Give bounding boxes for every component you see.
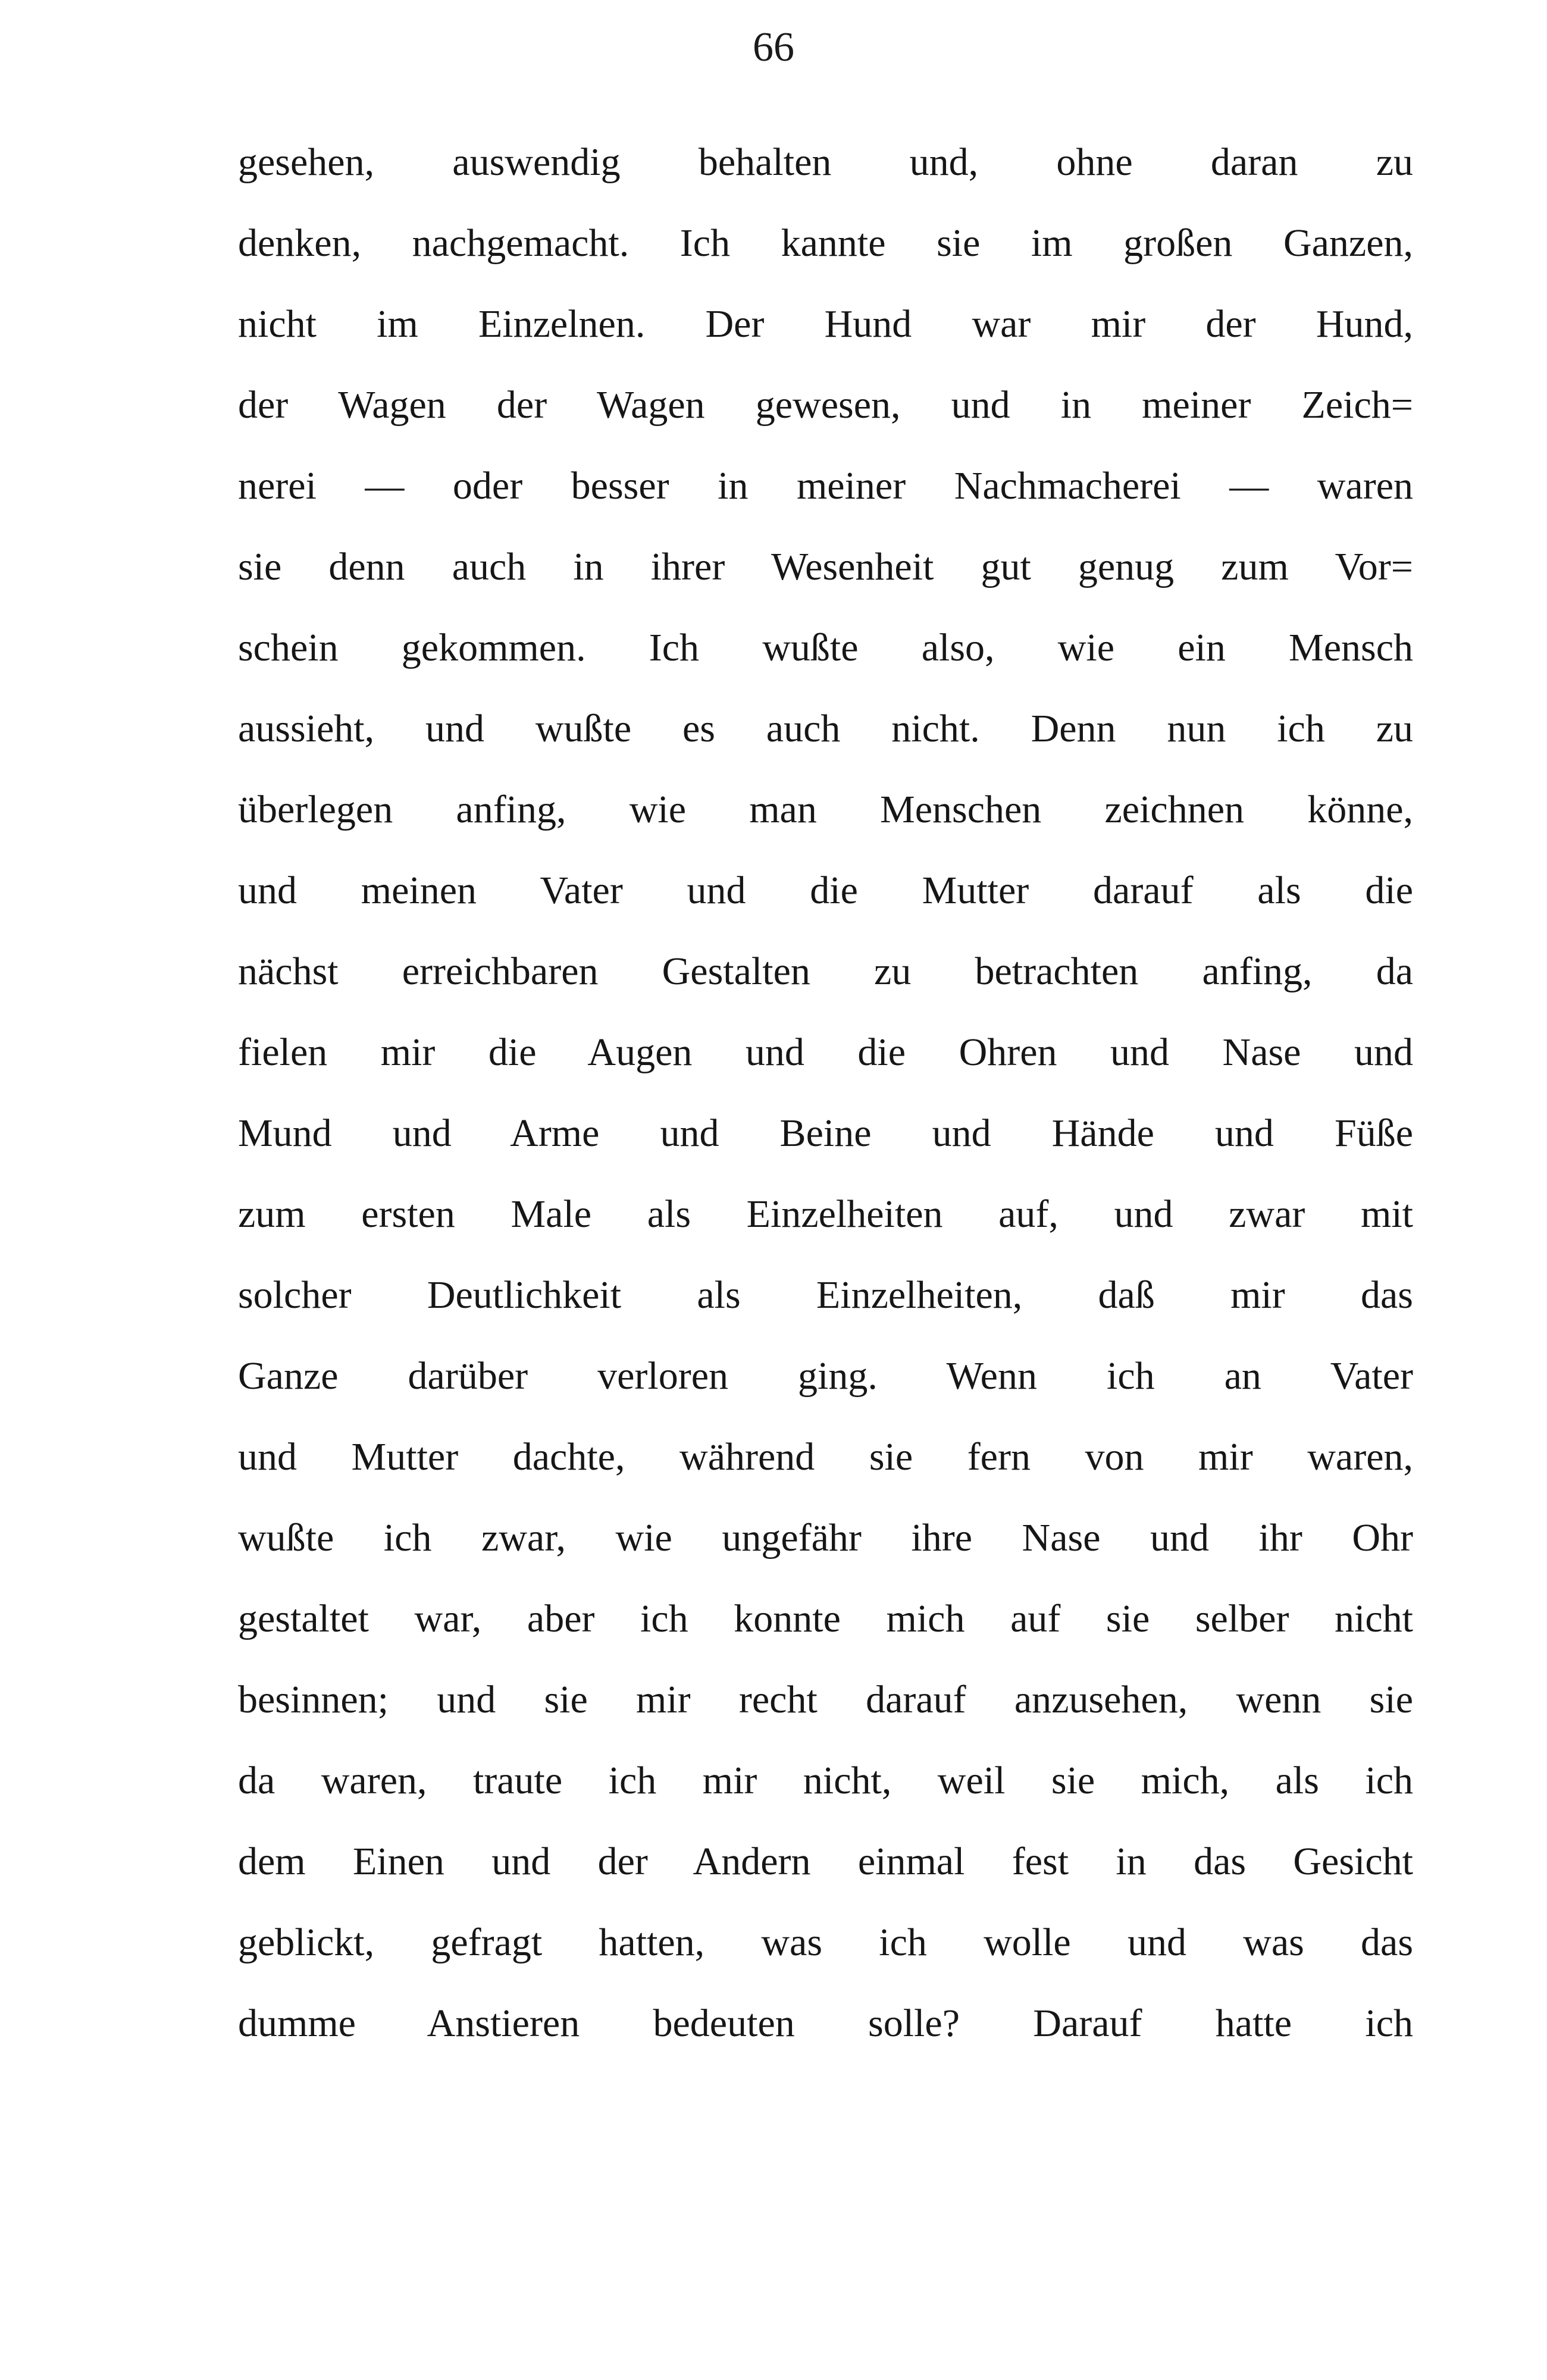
text-line: dem Einen und der Andern einmal fest in das Gesicht <box>238 1840 1413 1883</box>
text-line: fielen mir die Augen und die Ohren und Nase und <box>238 1031 1413 1074</box>
text-line: solcher Deutlichkeit als Einzelheiten, daß mir das <box>238 1273 1413 1317</box>
text-line: und meinen Vater und die Mutter darauf als die <box>238 869 1413 912</box>
text-line: zum ersten Male als Einzelheiten auf, und zwar mit <box>238 1192 1413 1236</box>
text-line: Mund und Arme und Beine und Hände und Füße <box>238 1111 1413 1155</box>
text-line: gestaltet war, aber ich konnte mich auf sie selber nicht <box>238 1597 1413 1640</box>
text-line: und Mutter dachte, während sie fern von mir waren, <box>238 1435 1413 1479</box>
text-line: wußte ich zwar, wie ungefähr ihre Nase und ihr Ohr <box>238 1516 1413 1559</box>
text-line: denken, nachgemacht. Ich kannte sie im großen Ganzen, <box>238 221 1413 265</box>
text-line: nicht im Einzelnen. Der Hund war mir der Hund, <box>238 302 1413 346</box>
text-line: dumme Anstieren bedeuten solle? Darauf hatte ich <box>238 2002 1413 2045</box>
text-line: aussieht, und wußte es auch nicht. Denn nun ich zu <box>238 707 1413 750</box>
text-line: besinnen; und sie mir recht darauf anzusehen, wenn sie <box>238 1678 1413 1721</box>
page-number: 66 <box>753 24 794 70</box>
text-line: der Wagen der Wagen gewesen, und in meiner Zeich= <box>238 383 1413 427</box>
text-line: nächst erreichbaren Gestalten zu betrachten anfing, da <box>238 950 1413 993</box>
text-line: geblickt, gefragt hatten, was ich wolle und was das <box>238 1921 1413 1964</box>
text-line: da waren, traute ich mir nicht, weil sie mich, als ich <box>238 1759 1413 1802</box>
body-text <box>238 122 1413 2064</box>
text-line: überlegen anfing, wie man Menschen zeichnen könne, <box>238 788 1413 831</box>
text-line: nerei — oder besser in meiner Nachmacherei — waren <box>238 464 1413 508</box>
text-line: Ganze darüber verloren ging. Wenn ich an Vater <box>238 1354 1413 1398</box>
text-line: gesehen, auswendig behalten und, ohne daran zu <box>238 140 1413 184</box>
text-line: schein gekommen. Ich wußte also, wie ein Mensch <box>238 626 1413 669</box>
text-line: sie denn auch in ihrer Wesenheit gut genug zum Vor= <box>238 545 1413 588</box>
